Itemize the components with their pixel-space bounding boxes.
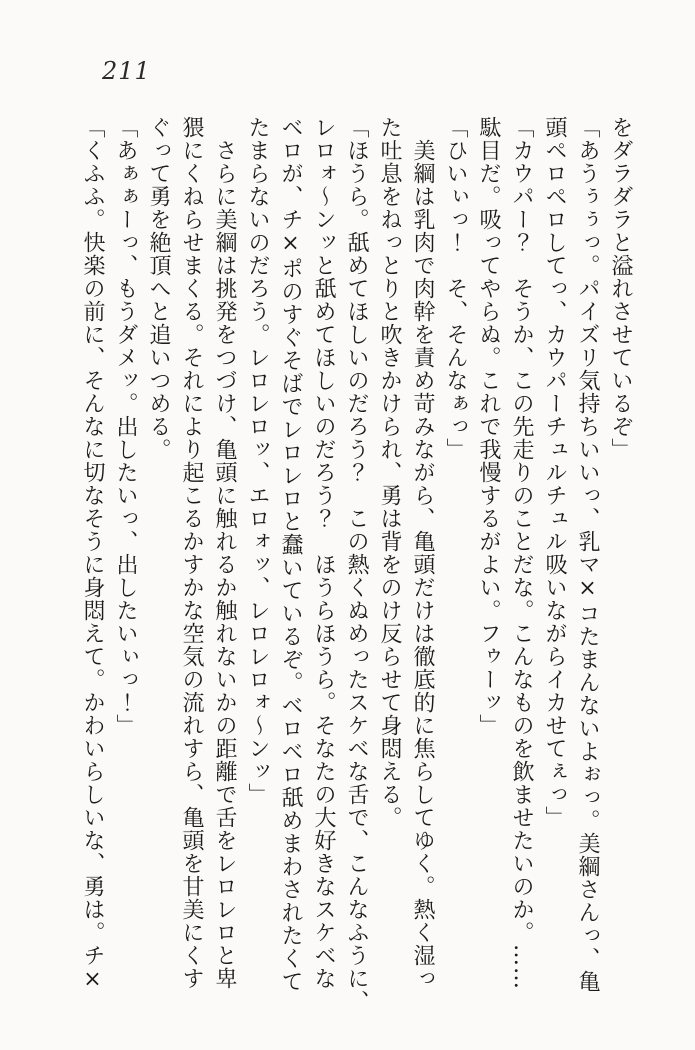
text-column: 「あうぅぅっ。パイズリ気持ちいいっ、乳マ×コたまんないよぉっ。美綱さんっ、亀 xyxy=(575,116,600,993)
text-column: 「ほうら。舐めてほしいのだろう？ この熱くぬめったスケベな舌で、こんなふうに、 xyxy=(344,116,369,1013)
text-column: た吐息をねっとりと吹きかけられ、勇は背をのけ反らせて身悶える。 xyxy=(377,116,402,829)
text-column: ベロが、チ×ポのすぐそばでレロレロと蠢いているぞ。ベロベロ舐めまわされたくて xyxy=(278,116,303,993)
text-column: たまらないのだろう。レロレロッ、エロォッ、レロレロォ～ンッ」 xyxy=(245,116,270,806)
text-column: 猥にくねらせまくる。それにより起こるかすかな空気の流れすら、亀頭を甘美にくす xyxy=(179,116,204,990)
text-column: ぐって勇を絶頂へと追いつめる。 xyxy=(146,116,171,461)
text-column: 「カウパー？ そうか、この先走りのことだな。こんなものを飲ませたいのか。…… xyxy=(509,116,534,990)
text-column: 「あぁぁーっ、もうダメッ。出したいっ、出したいぃっ！」 xyxy=(113,116,138,737)
text-column: さらに美綱は挑発をつづけ、亀頭に触れるか触れないかの距離で舌をレロレロと卑 xyxy=(212,116,237,990)
text-column: をダラダラと溢れさせているぞ」 xyxy=(608,116,633,461)
text-column: 美綱は乳肉で肉幹を責め苛みながら、亀頭だけは徹底的に焦らしてゆく。熱く湿っ xyxy=(410,116,435,990)
page-number: 211 xyxy=(102,57,151,85)
body-text xyxy=(76,116,637,1013)
text-column: 頭ペロペロしてっ、カウパーチュルチュル吸いながらイカせてぇっ」 xyxy=(542,116,567,829)
text-column: レロォ～ンッと舐めてほしいのだろう？ ほうらほうら。そなたの大好きなスケベな xyxy=(311,116,336,990)
text-column: 「くふふ。快楽の前に、そんなに切なそうに身悶えて。かわいらしいな、勇は。チ× xyxy=(80,116,105,993)
text-column: 「ひいぃっ！ そ、そんなぁっ」 xyxy=(443,116,468,461)
text-column: 駄目だ。吸ってやらぬ。これで我慢するがよい。フゥーッ」 xyxy=(476,116,501,737)
